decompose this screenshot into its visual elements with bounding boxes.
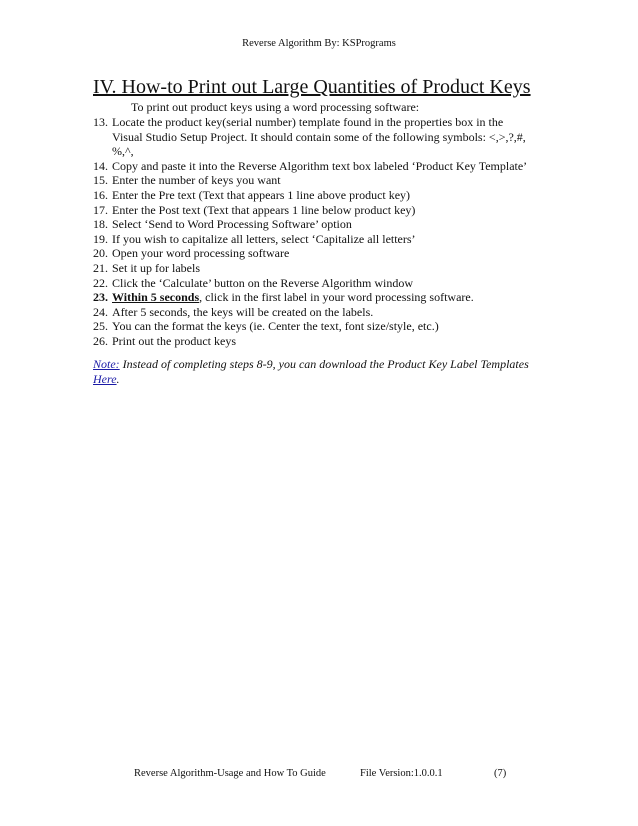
step-text: Select ‘Send to Word Processing Software’ option <box>112 217 352 232</box>
page-header: Reverse Algorithm By: KSPrograms <box>242 38 396 49</box>
step-text: If you wish to capitalize all letters, select ‘Capitalize all letters’ <box>112 231 416 246</box>
step-text: Open your word processing software <box>112 246 290 261</box>
step-number: 13. <box>93 115 108 129</box>
step-number: 14. <box>93 158 108 173</box>
step-number: 15. <box>93 173 108 188</box>
step-number: 19. <box>93 231 108 246</box>
note-text: Instead of completing steps 8-9, you can download the Product Key Label Templates <box>119 357 529 371</box>
list-item <box>93 261 553 276</box>
list-item <box>93 203 553 218</box>
download-link[interactable]: Here <box>93 372 117 386</box>
step-text <box>112 290 553 305</box>
list-item <box>93 115 553 159</box>
list-item <box>93 232 553 247</box>
step-number: 21. <box>93 260 108 275</box>
note-paragraph <box>93 357 553 387</box>
list-item <box>93 276 553 291</box>
footer-page-number: (7) <box>494 768 507 779</box>
list-item <box>93 290 553 305</box>
list-item <box>93 319 553 334</box>
step-number: 17. <box>93 202 108 217</box>
step-text: Enter the Post text (Text that appears 1 line below product key) <box>112 202 416 217</box>
footer-guide-title: Reverse Algorithm-Usage and How To Guide <box>134 768 326 779</box>
step-number: 23. <box>93 290 108 305</box>
section-intro: To print out product keys using a word processing software: <box>131 100 420 114</box>
list-item <box>93 188 553 203</box>
emphasis-text: Within 5 seconds <box>112 290 200 305</box>
step-number: 20. <box>93 246 108 261</box>
step-text: Enter the Pre text (Text that appears 1 line above product key) <box>112 187 411 202</box>
step-number: 25. <box>93 319 108 334</box>
step-text: Enter the number of keys you want <box>112 173 281 188</box>
step-text: Click the ‘Calculate’ button on the Reverse Algorithm window <box>112 275 414 290</box>
list-item <box>93 173 553 188</box>
step-number: 26. <box>93 333 108 348</box>
list-item <box>93 305 553 320</box>
section-title: IV. How-to Print out Large Quantities of Product Keys <box>93 76 531 98</box>
list-item <box>93 217 553 232</box>
step-number: 18. <box>93 217 108 232</box>
step-text: After 5 seconds, the keys will be created on the labels. <box>112 304 374 319</box>
footer-file-version: File Version:1.0.0.1 <box>360 768 443 779</box>
list-item <box>93 246 553 261</box>
list-item <box>93 334 553 349</box>
note-end: . <box>116 372 120 386</box>
step-text: Visual Studio Setup Project. It should contain some of the following symbols: <,>,?,#, <box>112 129 526 144</box>
step-text-rest: , click in the first label in your word processing software. <box>199 290 474 305</box>
step-number: 24. <box>93 304 108 319</box>
step-text: Print out the product keys <box>112 333 236 348</box>
note-label: Note: <box>93 357 120 371</box>
step-text: Locate the product key(serial number) template found in the properties box in the <box>112 115 504 129</box>
step-text: %,^, <box>112 144 134 159</box>
step-number: 22. <box>93 275 108 290</box>
step-text: Copy and paste it into the Reverse Algorithm text box labeled ‘Product Key Template’ <box>112 158 528 173</box>
step-number: 16. <box>93 187 108 202</box>
step-text: Set it up for labels <box>112 260 200 275</box>
step-text: You can the format the keys (ie. Center the text, font size/style, etc.) <box>112 319 439 334</box>
steps-list <box>93 115 553 349</box>
list-item <box>93 159 553 174</box>
